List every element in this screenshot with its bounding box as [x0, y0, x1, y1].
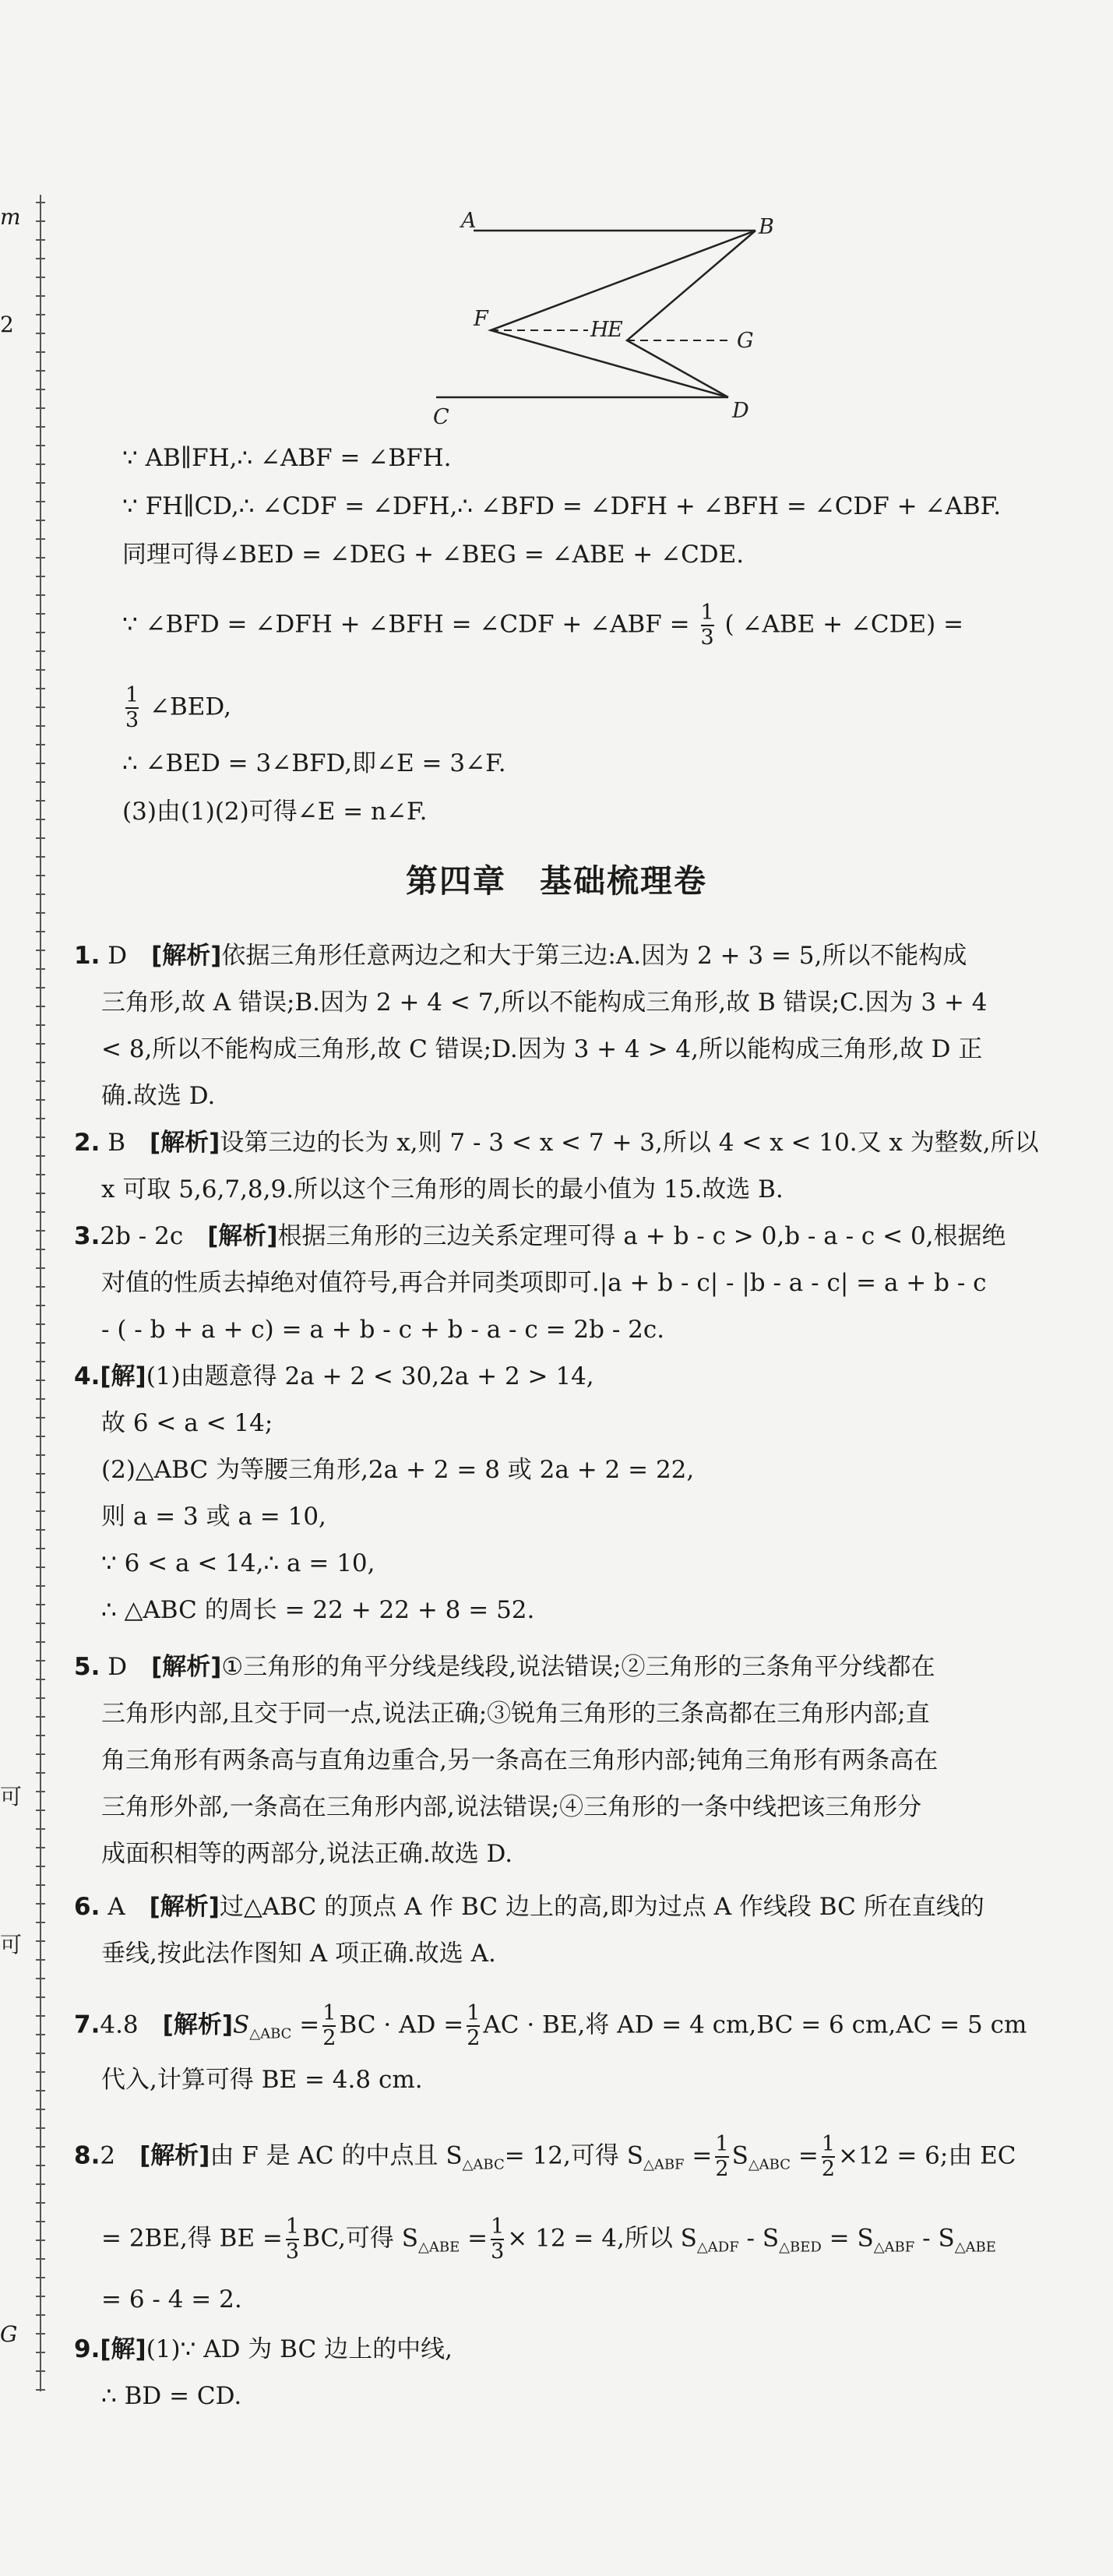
path-BFD [491, 231, 756, 397]
question-8: 8.2 [解析]由 F 是 AC 的中点且 $S_{\triangle ABC}= 12$,可得 $S_{\triangle ABF}$ = $\frac{1}{2}$ $S_{\triangle ABC}$ = $\frac{1}{2}$ ×12 = 6;由 EC [74, 2132, 1016, 2181]
answer: D [107, 942, 128, 970]
answer: D [107, 1653, 128, 1681]
analysis-tag: [解析] [151, 942, 222, 970]
question-number: 3. [74, 1222, 100, 1250]
question-4 [74, 1361, 594, 1392]
solution-tag: [解] [100, 1362, 146, 1390]
answer-line: 成面积相等的两部分,说法正确.故选 D. [101, 1840, 513, 1868]
analysis-tag: [解析] [139, 2141, 210, 2170]
answer: 2b - 2c [100, 1222, 184, 1250]
answer-line: < 8,所以不能构成三角形,故 C 错误;D.因为 3 + 4 > 4,所以能构成三角形,故 D 正 [101, 1035, 983, 1063]
proof-line-text: ∵ ∠BFD = ∠DFH + ∠BFH = ∠CDF + ∠ABF = [122, 610, 690, 639]
fraction: $\frac{1}{3}$ [700, 601, 714, 650]
proof-line: ∵ FH∥CD,∴ ∠CDF = ∠DFH,∴ ∠BFD = ∠DFH + ∠BFH = ∠CDF + ∠ABF. [122, 492, 1002, 520]
answer-line: 确.故选 D. [101, 1082, 216, 1110]
label-G: G [737, 329, 754, 353]
edge-mark: 可 [0, 1932, 23, 1958]
question-number: 8. [74, 2141, 100, 2170]
label-H: H [590, 318, 609, 342]
answer-text: 设第三边的长为 x,则 7 - 3 < x < 7 + 3,所以 4 < x < 10.又 x 为整数,所以 [220, 1129, 1039, 1157]
label-B: B [759, 215, 774, 239]
fraction: $\frac{1}{3}$ [285, 2215, 300, 2264]
analysis-tag: [解析] [150, 1129, 220, 1157]
question-number: 7. [74, 2010, 100, 2039]
answer-line: ∴ BD = CD. [101, 2382, 242, 2410]
answer-line: 三角形内部,且交于同一点,说法正确;③锐角三角形的三条高都在三角形内部;直 [101, 1700, 930, 1728]
question-number: 6. [74, 1893, 100, 1921]
question-number: 4. [74, 1362, 100, 1390]
answer-line: x 可取 5,6,7,8,9.所以这个三角形的周长的最小值为 15.故选 B. [101, 1175, 784, 1203]
question-number: 9. [74, 2335, 100, 2363]
edge-mark: G [0, 2321, 18, 2347]
binding-margin [0, 0, 47, 2576]
question-number: 1. [74, 942, 100, 970]
label-D: D [732, 399, 749, 423]
solution-tag: [解] [100, 2335, 146, 2363]
fraction: $\frac{1}{2}$ [322, 2001, 336, 2050]
question-2 [74, 1127, 1039, 1158]
question-5 [74, 1651, 935, 1683]
answer-line: (2)△ABC 为等腰三角形,2a + 2 = 8 或 2a + 2 = 22, [101, 1456, 695, 1484]
question-9 [74, 2334, 453, 2365]
proof-line-text: ( ∠ABE + ∠CDE) = [724, 610, 964, 639]
answer-line: 则 a = 3 或 a = 10, [101, 1503, 326, 1531]
proof-line: ∴ ∠BED = 3∠BFD,即∠E = 3∠F. [122, 749, 506, 777]
answer: B [107, 1129, 125, 1157]
answer-line: 代入,计算可得 BE = 4.8 cm. [101, 2066, 423, 2094]
analysis-tag: [解析] [149, 1893, 220, 1921]
answer-line: 垂线,按此法作图知 A 项正确.故选 A. [101, 1940, 496, 1968]
question-6 [74, 1891, 984, 1922]
question-3 [74, 1221, 1006, 1252]
proof-line [122, 601, 963, 650]
label-A: A [461, 209, 477, 233]
geometry-diagram [421, 204, 779, 430]
answer-line: = 6 - 4 = 2. [101, 2285, 242, 2313]
answer-line: ∴ △ABC 的周长 = 22 + 22 + 8 = 52. [101, 1596, 535, 1624]
proof-line: 同理可得∠BED = ∠DEG + ∠BEG = ∠ABE + ∠CDE. [122, 541, 745, 569]
answer-line: 故 6 < a < 14; [101, 1409, 273, 1437]
edge-mark: 可 [0, 1784, 23, 1810]
answer-line: 角三角形有两条高与直角边重合,另一条高在三角形内部;钝角三角形有两条高在 [101, 1746, 939, 1774]
question-number: 5. [74, 1653, 100, 1681]
answer-text: ①三角形的角平分线是线段,说法错误;②三角形的三条角平分线都在 [221, 1653, 935, 1681]
answer: A [107, 1893, 125, 1921]
answer-text: 依据三角形任意两边之和大于第三边:A.因为 2 + 3 = 5,所以不能构成 [221, 942, 967, 970]
chapter-title: 第四章 基础梳理卷 [406, 862, 707, 900]
label-F: F [474, 307, 488, 331]
answer-line: 对值的性质去掉绝对值符号,再合并同类项即可.|a + b - c| - |b - a - c| = a + b - c [101, 1269, 987, 1297]
proof-line-text: ∠BED, [150, 692, 232, 721]
question-7: 7.4.8 [解析]$S_{\triangle ABC}$ = $\frac{1}{2}$ BC · AD = $\frac{1}{2}$ AC · BE,将 AD = 4 cm,BC = 6 cm,AC = 5 cm [74, 2001, 1027, 2050]
edge-mark: 2 [0, 312, 14, 337]
answer-text: 根据三角形的三边关系定理可得 a + b - c > 0,b - a - c < 0,根据绝 [277, 1222, 1006, 1250]
fraction: $\frac{1}{2}$ [821, 2132, 836, 2181]
answer-text: (1)由题意得 2a + 2 < 30,2a + 2 > 14, [146, 1362, 594, 1390]
answer: 4.8 [100, 2010, 139, 2039]
answer-line: ∵ 6 < a < 14,∴ a = 10, [101, 1549, 375, 1577]
answer-line: - ( - b + a + c) = a + b - c + b - a - c = 2b - 2c. [101, 1316, 665, 1344]
question-1 [74, 940, 967, 971]
label-E: E [608, 318, 623, 342]
analysis-tag: [解析] [207, 1222, 278, 1250]
proof-line: (3)由(1)(2)可得∠E = n∠F. [122, 798, 428, 826]
answer: 2 [100, 2141, 116, 2170]
analysis-tag: [解析] [151, 1653, 222, 1681]
fraction: $\frac{1}{2}$ [467, 2001, 481, 2050]
fraction: $\frac{1}{3}$ [491, 2215, 505, 2264]
answer-text: (1)∵ AD 为 BC 边上的中线, [146, 2335, 453, 2363]
fraction: $\frac{1}{3}$ [125, 683, 139, 732]
answer-line: 三角形外部,一条高在三角形内部,说法错误;④三角形的一条中线把该三角形分 [101, 1793, 922, 1821]
analysis-tag: [解析] [162, 2010, 234, 2039]
proof-line [122, 684, 231, 732]
answer-line: = 2BE,得 BE = $\frac{1}{3}$ BC,可得 $S_{\triangle ABE}$ = $\frac{1}{3}$ × 12 = 4,所以 $S_{\triangle ADF} - S_{\triangle BED} = S_{\triangle ABF} - S_{\triangle ABE}$ [101, 2215, 996, 2264]
edge-mark: m [0, 204, 21, 230]
proof-line: ∵ AB∥FH,∴ ∠ABF = ∠BFH. [122, 444, 452, 472]
label-C: C [433, 405, 449, 429]
fraction: $\frac{1}{2}$ [715, 2132, 729, 2181]
answer-text: 过△ABC 的顶点 A 作 BC 边上的高,即为过点 A 作线段 BC 所在直线的 [219, 1893, 984, 1921]
answer-line: 三角形,故 A 错误;B.因为 2 + 4 < 7,所以不能构成三角形,故 B 错误;C.因为 3 + 4 [101, 988, 988, 1017]
question-number: 2. [74, 1129, 100, 1157]
